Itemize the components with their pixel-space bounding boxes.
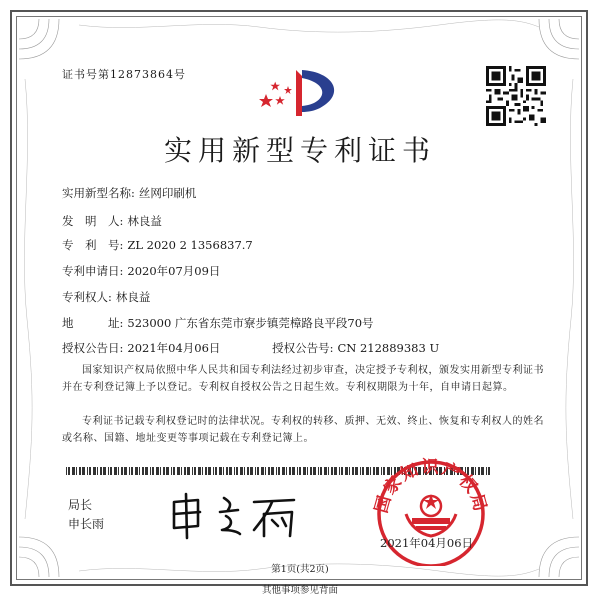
field-label: 发 明 人: — [62, 214, 124, 228]
field-label: 专利申请日: — [62, 264, 124, 278]
field-label: 授权公告号: — [272, 341, 334, 355]
field-value: 523000 广东省东莞市寮步镇莞樟路良平段70号 — [127, 316, 374, 330]
page-indicator: 第1页(共2页) — [271, 564, 329, 575]
certificate-title: 实用新型专利证书 — [163, 134, 436, 167]
field-label: 实用新型名称: — [62, 186, 135, 200]
field-name — [62, 185, 196, 201]
field-patent-number — [62, 237, 253, 253]
field-value: 林良益 — [115, 290, 151, 304]
field-label: 专 利 号: — [62, 238, 124, 252]
body-paragraph-1: 国家知识产权局依照中华人民共和国专利法经过初步审查，决定授予专利权，颁发实用新型专利证书并在专利登记簿上予以登记。专利权自授权公告之日起生效。专利权期限为十年，自申请日起算。 — [62, 365, 544, 393]
field-value: 林良益 — [127, 214, 162, 228]
qr-code-icon — [486, 66, 546, 126]
footer-note: 其他事项参见背面 — [261, 585, 338, 596]
field-grant — [62, 340, 439, 356]
field-patentee — [62, 289, 150, 305]
field-value: 2021年04月06日 — [127, 341, 221, 355]
field-address — [62, 315, 374, 331]
cnipa-logo-icon — [256, 64, 352, 120]
field-label: 地 址: — [62, 316, 124, 330]
handwritten-signature — [168, 490, 308, 540]
signatory-name: 申长雨 — [68, 517, 105, 531]
field-value: CN 212889383 U — [337, 341, 440, 355]
svg-text:国家知识产权局: 国家知识产权局 — [371, 457, 491, 516]
field-value: 2020年07月09日 — [127, 264, 221, 278]
seal-date: 2021年04月06日 — [380, 536, 474, 550]
field-value: 丝网印刷机 — [138, 186, 197, 200]
field-label: 授权公告日: — [62, 341, 124, 355]
body-paragraph-2: 专利证书记载专利权登记时的法律状况。专利权的转移、质押、无效、终止、恢复和专利权人的姓名或名称、国籍、地址变更等事项记载在专利登记簿上。 — [62, 416, 544, 444]
field-label: 专利权人: — [62, 290, 112, 304]
field-inventor — [62, 213, 162, 229]
certificate-number: 证书号第12873864号 — [62, 68, 186, 81]
signatory-title: 局长 — [68, 498, 93, 512]
field-filing-date — [62, 263, 220, 279]
field-value: ZL 2020 2 1356837.7 — [127, 238, 253, 252]
